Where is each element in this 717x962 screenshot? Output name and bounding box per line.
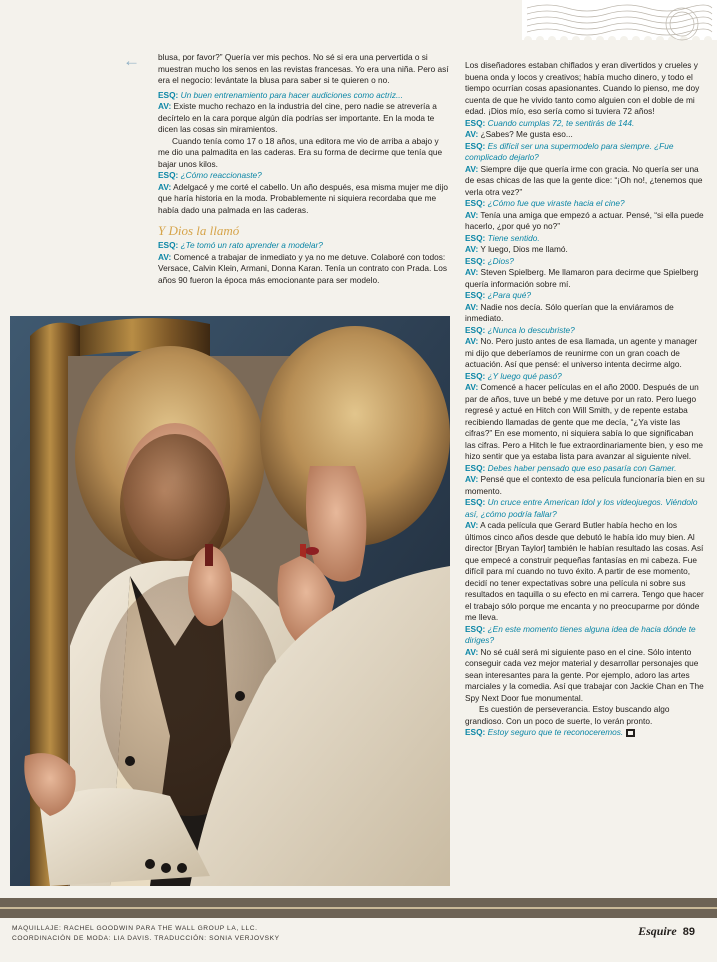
question-text: Debes haber pensado que eso pasaría con Gamer. (487, 462, 677, 473)
esq-label: ESQ: (465, 255, 486, 266)
question-text: Es difícil ser una supermodelo para siempre. ¿Fue complicado dejarlo? (465, 140, 674, 162)
av-label: AV: (465, 520, 479, 530)
credit-line: MAQUILLAJE: RACHEL GOODWIN PARA THE WALL GROUP LA, LLC. (12, 925, 258, 932)
photo-credits (12, 924, 280, 944)
answer (465, 244, 705, 256)
question (158, 170, 452, 182)
answer (465, 647, 705, 705)
esq-label: ESQ: (465, 232, 486, 243)
question (158, 90, 452, 102)
av-label: AV: (465, 163, 479, 174)
answer (465, 336, 705, 371)
question (465, 141, 705, 164)
esq-label: ESQ: (465, 462, 486, 473)
credit-line: COORDINACIÓN DE MODA: LIA DAVIS. TRADUCCIÓN: SONIA VERJOVSKY (12, 935, 280, 942)
answer (465, 382, 705, 463)
av-label: AV: (465, 267, 479, 277)
esq-label: ESQ: (158, 240, 179, 250)
answer (158, 252, 452, 287)
esq-label: ESQ: (158, 89, 179, 100)
av-label: AV: (465, 209, 479, 220)
question-text: Tiene sentido. (487, 232, 540, 243)
question-text: ¿Para qué? (487, 290, 531, 300)
magazine-name: Esquire (638, 924, 677, 938)
question-text: ¿Nunca lo descubriste? (487, 324, 575, 335)
answer-text: Nadie nos decía. Sólo querían que la enviáramos de inmediato. (465, 301, 674, 323)
question-text: Un cruce entre American Idol y los videojuegos. Viéndolo así, ¿cómo podría fallar? (465, 497, 698, 519)
question-text: ¿Te tomó un rato aprender a modelar? (180, 240, 323, 250)
answer-text: A cada película que Gerard Butler había hecho en los últimos cinco años desde que debutó le había ido muy bien. Al director [Bryan Taylor] también le habían resultado las cosas. Así que empecé a construir pequeñas fantasías en mi cabeza. Fue difícil para mí cuando no tuvo éxito. A partir de ese momento, decidí no tener expectativas sobre una película ni sobre sus resultados en taquilla o su efecto en mi carrera. Tengo que hacer el trabajo sólo porque me encanta y no preocuparme por dónde me lleva. (465, 520, 704, 622)
question (465, 233, 705, 245)
section-heading: Y Dios la llamó (158, 223, 240, 238)
answer (465, 164, 705, 199)
question-text: ¿Y luego qué pasó? (487, 370, 562, 381)
qa-list (465, 118, 705, 705)
question (465, 624, 705, 647)
esq-label: ESQ: (465, 198, 486, 208)
right-column-text (465, 60, 705, 739)
av-label: AV: (465, 336, 479, 346)
question (465, 325, 705, 337)
question (465, 371, 705, 383)
question (465, 256, 705, 268)
question-text: Un buen entrenamiento para hacer audiciones como actriz... (180, 89, 403, 100)
answer (158, 182, 452, 217)
question-text: ¿Cómo fue que viraste hacia el cine? (487, 198, 625, 208)
answer (465, 129, 705, 141)
av-label: AV: (158, 251, 172, 262)
answer-text: No sé cuál será mi siguiente paso en el cine. Sólo intento conseguir cada vez mejor material y desarrollar personajes que sean interesantes para la gente. Por ejemplo, adoro las artes marciales y la comedia. Así que trabajar con Jackie Chan en The Spy Next Door fue monumental. (465, 646, 704, 703)
page-folio (638, 924, 695, 939)
esq-label: ESQ: (158, 170, 179, 180)
end-mark-icon (626, 729, 635, 737)
question (465, 118, 705, 130)
arrow-left-icon: ← (123, 51, 140, 70)
av-label: AV: (465, 382, 479, 392)
av-label: AV: (465, 244, 479, 254)
answer-text: Existe mucho rechazo en la industria del cine, pero nadie se atrevería a decírtelo en la cara porque algún día podrías ser importante. En la moda te dicen las cosas sin miramientos. (158, 101, 437, 134)
body-paragraph: Es cuestión de perseverancia. Estoy buscando algo grandioso. Con un poco de suerte, lo verán pronto. (465, 704, 670, 726)
av-label: AV: (465, 646, 479, 657)
footer-stripe (0, 907, 717, 909)
answer (465, 520, 705, 624)
question (465, 198, 705, 210)
esq-label: ESQ: (465, 324, 486, 335)
answer-text: Y luego, Dios me llamó. (480, 244, 568, 254)
av-label: AV: (158, 181, 172, 192)
answer (465, 267, 705, 290)
page-number: 89 (682, 926, 695, 938)
esq-label: ESQ: (465, 117, 486, 128)
av-label: AV: (465, 474, 479, 484)
question-text: ¿Dios? (487, 255, 514, 266)
answer-text: Siempre dije que quería irme con gracia. No quería ser una de esas chicas de las que la gente dice: “¡Oh no!, ¿tenemos que verla otra vez?” (465, 163, 703, 197)
answer (465, 210, 705, 233)
answer-text: Tenía una amiga que empezó a actuar. Pensé, “si ella puede hacerlo, ¿por qué yo no?” (465, 209, 704, 231)
answer-text: Comencé a hacer películas en el año 2000. Después de un par de años, tuve un bebé y me detuve por un rato. Pero luego regresé y actué en Hitch con Will Smith, y de repente estaba recibiendo llamadas de gente que me decía, “¿Ya viste las cifras?” En ese momento, ni siquiera sabía lo que significaban las cifras. Pero a Hitch le fue extraordinariamente bien, y eso me hizo sentir que ya estaba lista para avanzar al siguiente nivel. (465, 382, 703, 461)
esq-label: ESQ: (465, 727, 486, 737)
question-text: Estoy seguro que te reconoceremos. (487, 727, 624, 737)
postmark-stamp (522, 0, 717, 55)
esq-label: ESQ: (465, 370, 486, 381)
question (465, 463, 705, 475)
right-intro: Los diseñadores estaban chiflados y eran divertidos y crueles y buena onda y locos y creativos; había mucho dinero, y todo el tiempo ocurrían cosas apasionantes. Cuando lo pienso, me doy cuenta de que he vivido tanto como alguien con el doble de mi edad. ¡Dios mío, eso sería como si tuviera 72 años! (465, 60, 700, 116)
left-column-text (158, 52, 452, 286)
answer (158, 101, 452, 136)
answer-text: Adelgacé y me corté el cabello. Un año después, esa misma mujer me dijo que haría historia en la moda. Probablemente ni siquiera recordaba que me había dado una palmada en las caderas. (158, 181, 448, 215)
esq-label: ESQ: (465, 290, 486, 300)
question (465, 497, 705, 520)
esq-label: ESQ: (465, 497, 486, 507)
answer (465, 474, 705, 497)
av-label: AV: (465, 129, 479, 139)
answer (465, 302, 705, 325)
esq-label: ESQ: (465, 623, 486, 634)
question-text: ¿En este momento tienes alguna idea de hacia dónde te diriges? (465, 623, 696, 645)
answer-text: ¿Sabes? Me gusta eso... (480, 129, 573, 139)
left-intro: blusa, por favor?” Quería ver mis pechos. No sé si era una pervertida o si muestran mucho los senos en las revistas francesas. Yo era una niña. Pero así era el negocio: levántate la blusa para saber si te quieren o no. (158, 52, 449, 85)
closing-question (465, 727, 705, 739)
question (465, 290, 705, 302)
av-label: AV: (465, 301, 479, 312)
answer-text: Steven Spielberg. Me llamaron para decirme que Spielberg quería información sobre mí. (465, 267, 699, 289)
question-text: Cuando cumplas 72, te sentirás de 144. (487, 117, 635, 128)
av-label: AV: (158, 101, 172, 111)
answer-text: Pensé que el contexto de esa película funcionaría bien en su momento. (465, 474, 705, 496)
question-text: ¿Cómo reaccionaste? (180, 170, 262, 180)
answer-text: No. Pero justo antes de esa llamada, un agente y manager mi dijo que deberíamos de reunirme con un gran coach de actuación. Así que pensé: el universo intenta decirme algo. (465, 336, 698, 369)
body-paragraph: Cuando tenía como 17 o 18 años, una editora me vio de arriba a abajo y me dio una palmadita en las caderas. Era su forma de decirme que tenía que bajar unos kilos. (158, 135, 443, 169)
answer-text: Comencé a trabajar de inmediato y ya no me detuve. Colaboré con todos: Versace, Calvin Klein, Armani, Donna Karan. Tenía un contrato con Prada. Los años 90 fueron la época más emocionante para ser modelo. (158, 251, 448, 285)
question (158, 240, 452, 252)
esq-label: ESQ: (465, 140, 486, 151)
portrait-photo (10, 316, 450, 886)
